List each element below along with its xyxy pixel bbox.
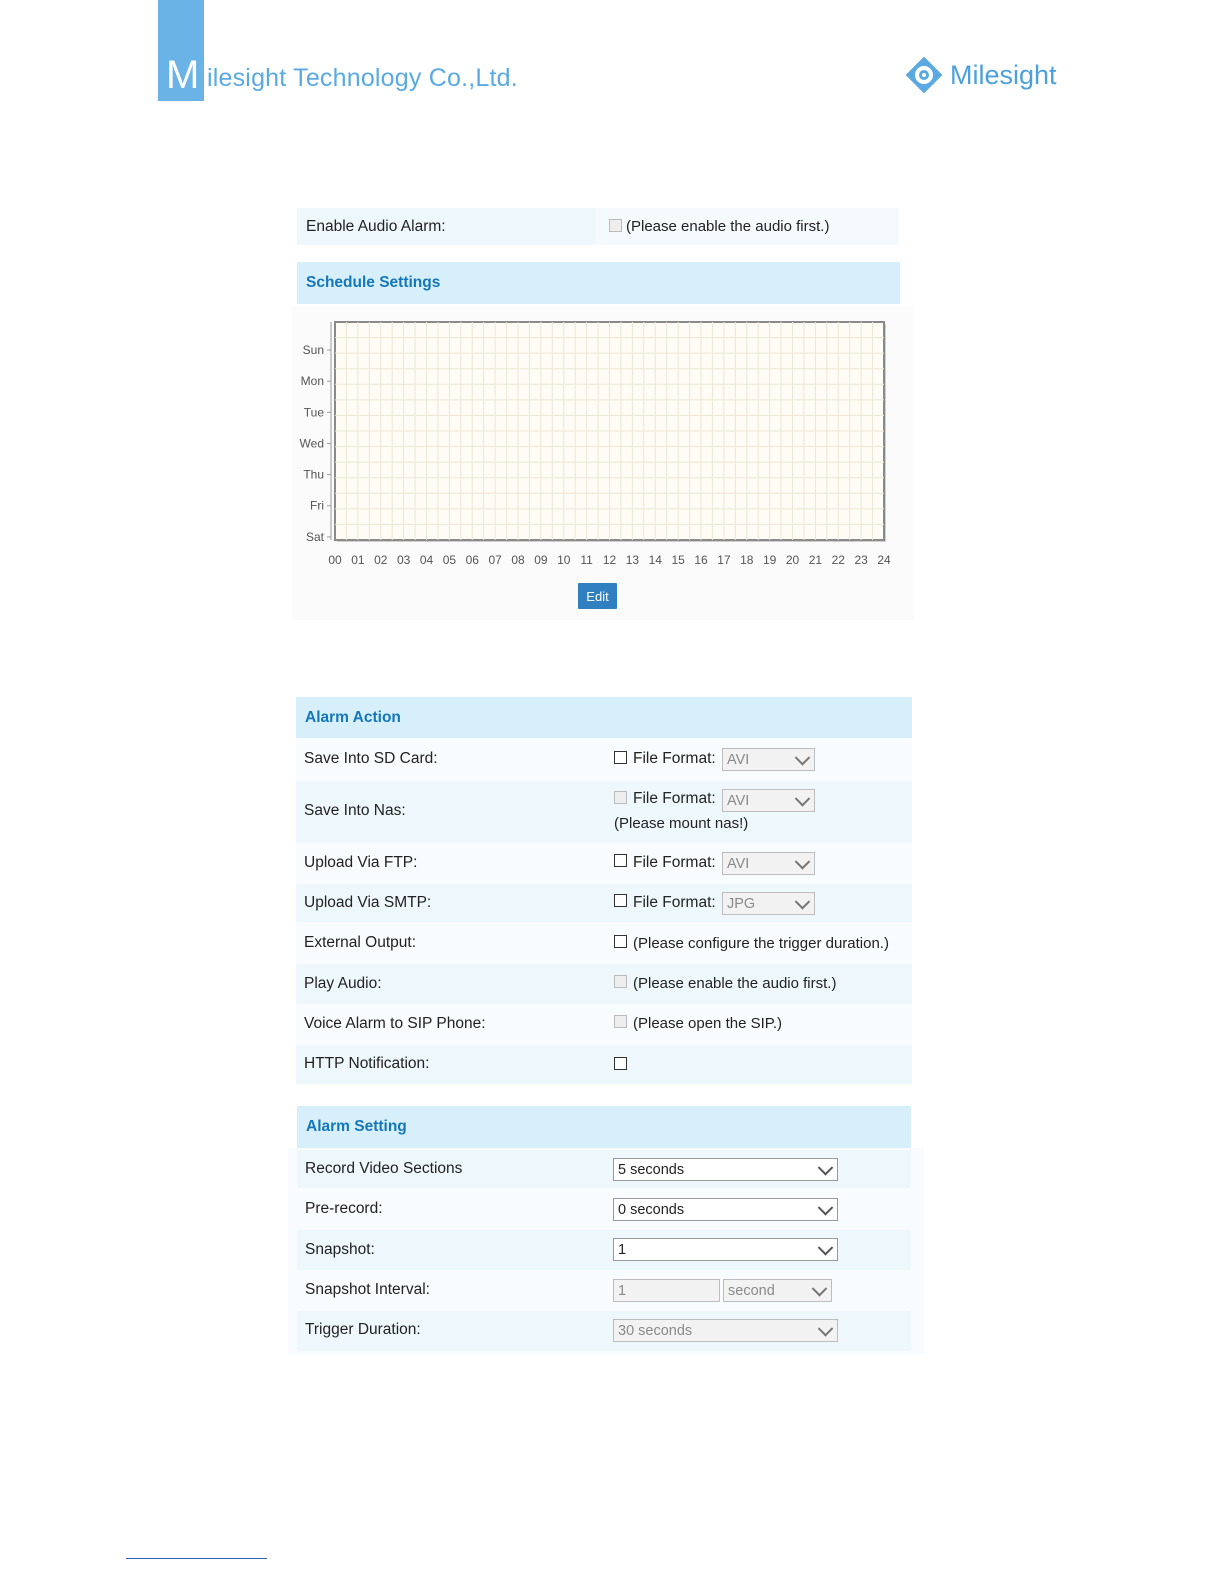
snapshot-interval-label: Snapshot Interval: [305, 1281, 430, 1298]
smtp-format-value: JPG [727, 895, 756, 912]
chevron-down-icon [795, 854, 811, 870]
ftp-format-value: AVI [727, 855, 750, 872]
ftp-format-select[interactable] [722, 852, 815, 875]
trigger-duration-label: Trigger Duration: [305, 1321, 421, 1338]
hour-label: 06 [465, 553, 479, 567]
chevron-down-icon [818, 1160, 834, 1176]
hour-label: 11 [580, 553, 593, 567]
edit-schedule-button[interactable]: Edit [578, 583, 617, 609]
day-label-sun: Sun [302, 343, 324, 358]
audio-alarm-row [297, 208, 899, 245]
hour-label: 18 [740, 553, 754, 567]
play-audio-checkbox[interactable] [614, 975, 627, 988]
schedule-chart[interactable] [292, 306, 914, 620]
day-label-fri: Fri [310, 498, 324, 513]
hour-label: 15 [671, 553, 685, 567]
snapshot-interval-input[interactable] [613, 1279, 720, 1302]
ftp-label: Upload Via FTP: [304, 854, 418, 871]
audio-alarm-label: Enable Audio Alarm: [306, 218, 446, 235]
http-label: HTTP Notification: [304, 1055, 430, 1072]
hour-label: 14 [648, 553, 662, 567]
hour-label: 24 [877, 553, 891, 567]
chevron-down-icon [795, 894, 811, 910]
trigger-duration-value: 30 seconds [618, 1322, 693, 1339]
hour-label: 23 [854, 553, 868, 567]
record-video-label: Record Video Sections [305, 1160, 463, 1177]
hour-label: 02 [374, 553, 388, 567]
hour-label: 07 [488, 553, 502, 567]
hour-label: 12 [602, 553, 617, 567]
pre-record-label: Pre-record: [305, 1200, 383, 1217]
milesight-diamond-icon [904, 55, 944, 95]
hour-label: 04 [419, 553, 434, 567]
schedule-settings-header: Schedule Settings [297, 262, 900, 304]
chevron-down-icon [818, 1200, 834, 1216]
hour-label: 20 [785, 553, 800, 567]
ftp-checkbox[interactable] [614, 854, 627, 867]
hour-label: 16 [694, 553, 708, 567]
hour-label: 08 [511, 553, 525, 567]
day-label-tue: Tue [303, 405, 324, 420]
smtp-format-select[interactable] [722, 892, 815, 915]
snapshot-value: 1 [618, 1241, 627, 1258]
nas-format-select[interactable] [722, 789, 815, 812]
snapshot-interval-value: 1 [618, 1282, 627, 1299]
external-output-label: External Output: [304, 934, 417, 951]
hour-label: 09 [534, 553, 548, 567]
sd-card-format-select[interactable] [722, 748, 815, 771]
trigger-duration-select[interactable] [613, 1319, 838, 1342]
chevron-down-icon [818, 1240, 834, 1256]
snapshot-select[interactable] [613, 1238, 838, 1261]
external-output-checkbox[interactable] [614, 935, 627, 948]
smtp-file-format-label: File Format: [633, 894, 716, 911]
hour-label: 21 [808, 553, 823, 567]
day-label-mon: Mon [300, 374, 324, 389]
voice-sip-note: (Please open the SIP.) [633, 1015, 782, 1032]
snapshot-interval-unit: second [728, 1282, 775, 1299]
alarm-setting-header: Alarm Setting [297, 1106, 911, 1148]
play-audio-note: (Please enable the audio first.) [633, 975, 837, 992]
nas-format-value: AVI [727, 792, 750, 809]
logo-letter: M [166, 53, 200, 97]
record-video-value: 5 seconds [618, 1161, 685, 1178]
smtp-checkbox[interactable] [614, 894, 627, 907]
pre-record-select[interactable] [613, 1198, 838, 1221]
day-label-sat: Sat [305, 529, 324, 544]
nas-note: (Please mount nas!) [614, 815, 749, 832]
hour-label: 01 [351, 553, 365, 567]
sd-card-checkbox[interactable] [614, 751, 627, 764]
brand-logo [904, 54, 1057, 96]
record-video-select[interactable] [613, 1158, 838, 1181]
sd-card-format-value: AVI [727, 751, 750, 768]
day-label-wed: Wed [299, 436, 324, 451]
hour-label: 13 [625, 553, 640, 567]
hour-label: 17 [717, 553, 731, 567]
sd-card-label: Save Into SD Card: [304, 750, 438, 767]
voice-sip-checkbox[interactable] [614, 1015, 627, 1028]
sd-card-file-format-label: File Format: [633, 750, 716, 767]
external-output-note: (Please configure the trigger duration.) [633, 935, 889, 952]
footer-divider [126, 1558, 267, 1559]
chevron-down-icon [795, 791, 811, 807]
smtp-label: Upload Via SMTP: [304, 894, 432, 911]
brand-name: Milesight [950, 59, 1057, 90]
ftp-file-format-label: File Format: [633, 854, 716, 871]
snapshot-label: Snapshot: [305, 1241, 375, 1258]
audio-alarm-checkbox[interactable] [609, 219, 622, 232]
hour-label: 22 [831, 553, 845, 567]
nas-checkbox[interactable] [614, 791, 627, 804]
snapshot-interval-unit-select[interactable] [723, 1279, 832, 1302]
schedule-panel [292, 306, 914, 620]
hour-label: 10 [557, 553, 571, 567]
nas-label: Save Into Nas: [304, 802, 406, 819]
pre-record-value: 0 seconds [618, 1201, 685, 1218]
hour-label: 03 [396, 553, 411, 567]
hour-label: 05 [442, 553, 457, 567]
chevron-down-icon [795, 750, 811, 766]
alarm-action-header: Alarm Action [296, 697, 912, 738]
voice-sip-label: Voice Alarm to SIP Phone: [304, 1015, 486, 1032]
audio-alarm-note: (Please enable the audio first.) [626, 218, 830, 235]
hour-label: 19 [762, 553, 777, 567]
http-checkbox[interactable] [614, 1057, 627, 1070]
nas-file-format-label: File Format: [633, 790, 716, 807]
chevron-down-icon [818, 1321, 834, 1337]
company-logo [158, 0, 204, 101]
company-name: ilesight Technology Co.,Ltd. [207, 64, 518, 92]
chevron-down-icon [812, 1281, 828, 1297]
day-label-thu: Thu [303, 467, 324, 482]
play-audio-label: Play Audio: [304, 975, 382, 992]
hour-label: 00 [328, 553, 342, 567]
